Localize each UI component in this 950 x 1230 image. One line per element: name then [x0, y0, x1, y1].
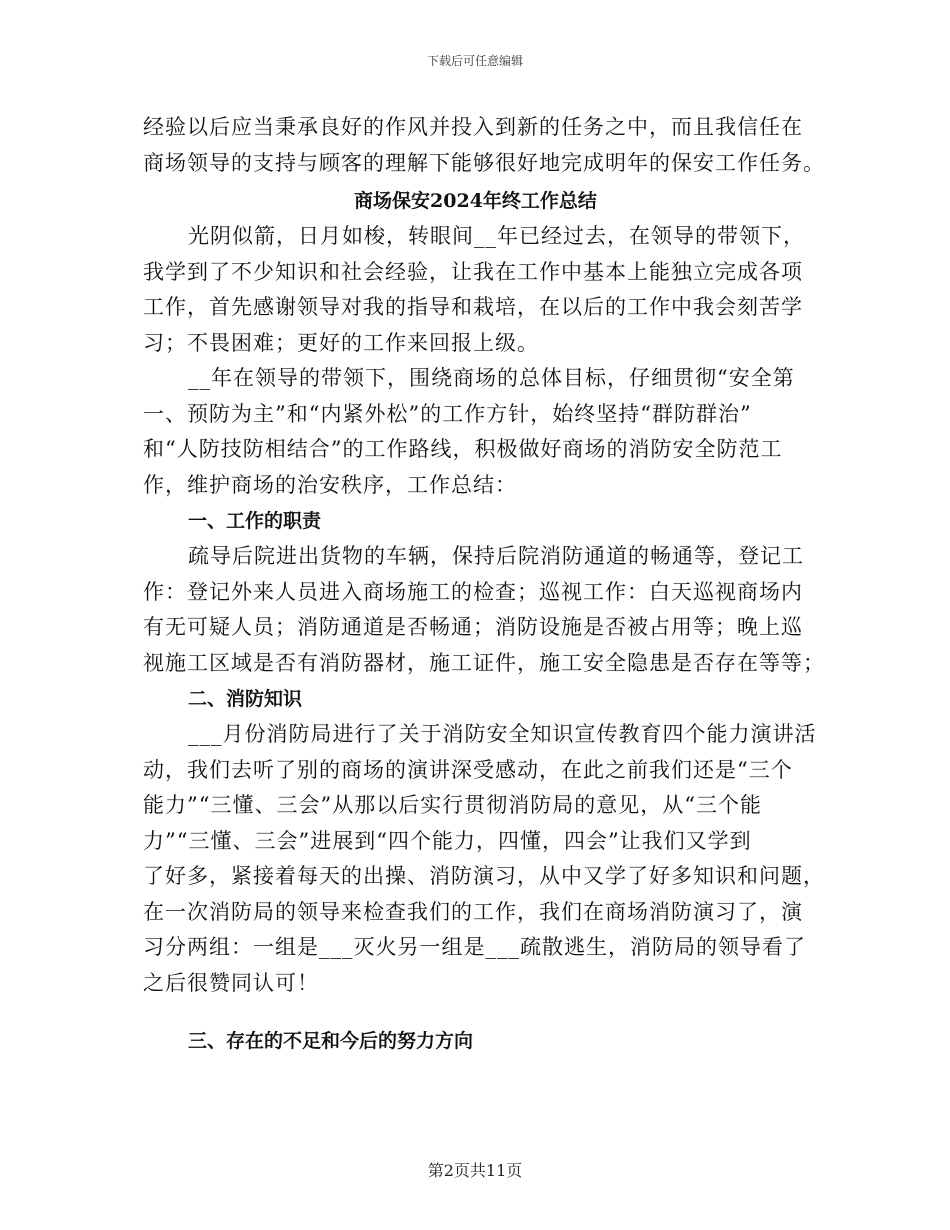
paragraph-4-line-2: 动，我们去听了别的商场的演讲深受感动，在此之前我们还是“三个: [143, 757, 793, 782]
section-heading-3: 三、存在的不足和今后的努力方向: [188, 1030, 474, 1052]
paragraph-4-line-1: ___月份消防局进行了关于消防安全知识宣传教育四个能力演讲活: [188, 722, 817, 746]
document-body: [143, 110, 825, 1059]
paragraph-3-line-1: 疏导后院进出货物的车辆，保持后院消防通道的畅通等，登记工: [188, 544, 804, 568]
paragraph-1-line-2: 我学到了不少知识和社会经验，让我在工作中基本上能独立完成各项: [143, 259, 803, 284]
paragraph-1-line-3: 工作，首先感谢领导对我的指导和栽培，在以后的工作中我会刻苦学: [143, 295, 803, 319]
paragraph-1-line-1: 光阴似箭，日月如梭，转眼间__年已经过去，在领导的带领下，: [188, 224, 805, 248]
page-header: 下载后可任意编辑: [426, 54, 523, 68]
page-footer: 第2页共11页: [427, 1161, 523, 1180]
paragraph-4-line-8: 之后很赞同认可！: [143, 970, 319, 995]
paragraph-3-line-3: 有无可疑人员；消防通道是否畅通；消防设施是否被占用等；晚上巡: [143, 615, 803, 639]
paragraph-2-line-4: 作，维护商场的治安秩序，工作总结：: [143, 472, 517, 497]
paragraph-2-line-2: 一、预防为主”和“内紧外松”的工作方针，始终坚持“群防群治”: [143, 401, 752, 426]
section-heading-1: 一、工作的职责: [188, 510, 322, 532]
paragraph-4-line-5: 了好多，紧接着每天的出操、消防演习，从中又学了好多知识和问题，: [143, 864, 825, 888]
paragraph-4-line-6: 在一次消防局的领导来检查我们的工作，我们在商场消防演习了，演: [143, 899, 803, 924]
paragraph-3-line-2: 作：登记外来人员进入商场施工的检查；巡视工作：白天巡视商场内: [143, 579, 803, 604]
paragraph-2-line-3: 和“人防技防相结合”的工作路线，积极做好商场的消防安全防范工: [143, 437, 783, 461]
section-heading-2: 二、消防知识: [188, 688, 303, 710]
document-title: 商场保安2024年终工作总结: [354, 190, 597, 212]
paragraph-1-line-4: 习；不畏困难；更好的工作来回报上级。: [143, 330, 539, 355]
continued-line-1: 经验以后应当秉承良好的作风并投入到新的任务之中，而且我信任在: [143, 115, 803, 139]
paragraph-4-line-3: 能力”“三懂、三会”从那以后实行贯彻消防局的意见，从“三个能: [143, 793, 762, 817]
continued-line-2: 商场领导的支持与顾客的理解下能够很好地完成明年的保安工作任务。: [143, 150, 825, 175]
paragraph-4-line-4: 力”“三懂、三会”进展到“四个能力，四懂，四会”让我们又学到: [143, 828, 752, 853]
paragraph-4-line-7: 习分两组：一组是___灭火另一组是___疏散逃生，消防局的领导看了: [143, 935, 806, 959]
paragraph-2-line-1: __年在领导的带领下，围绕商场的总体目标，仔细贯彻“安全第: [188, 366, 795, 390]
paragraph-3-line-4: 视施工区域是否有消防器材，施工证件，施工安全隐患是否存在等等；: [143, 650, 825, 675]
